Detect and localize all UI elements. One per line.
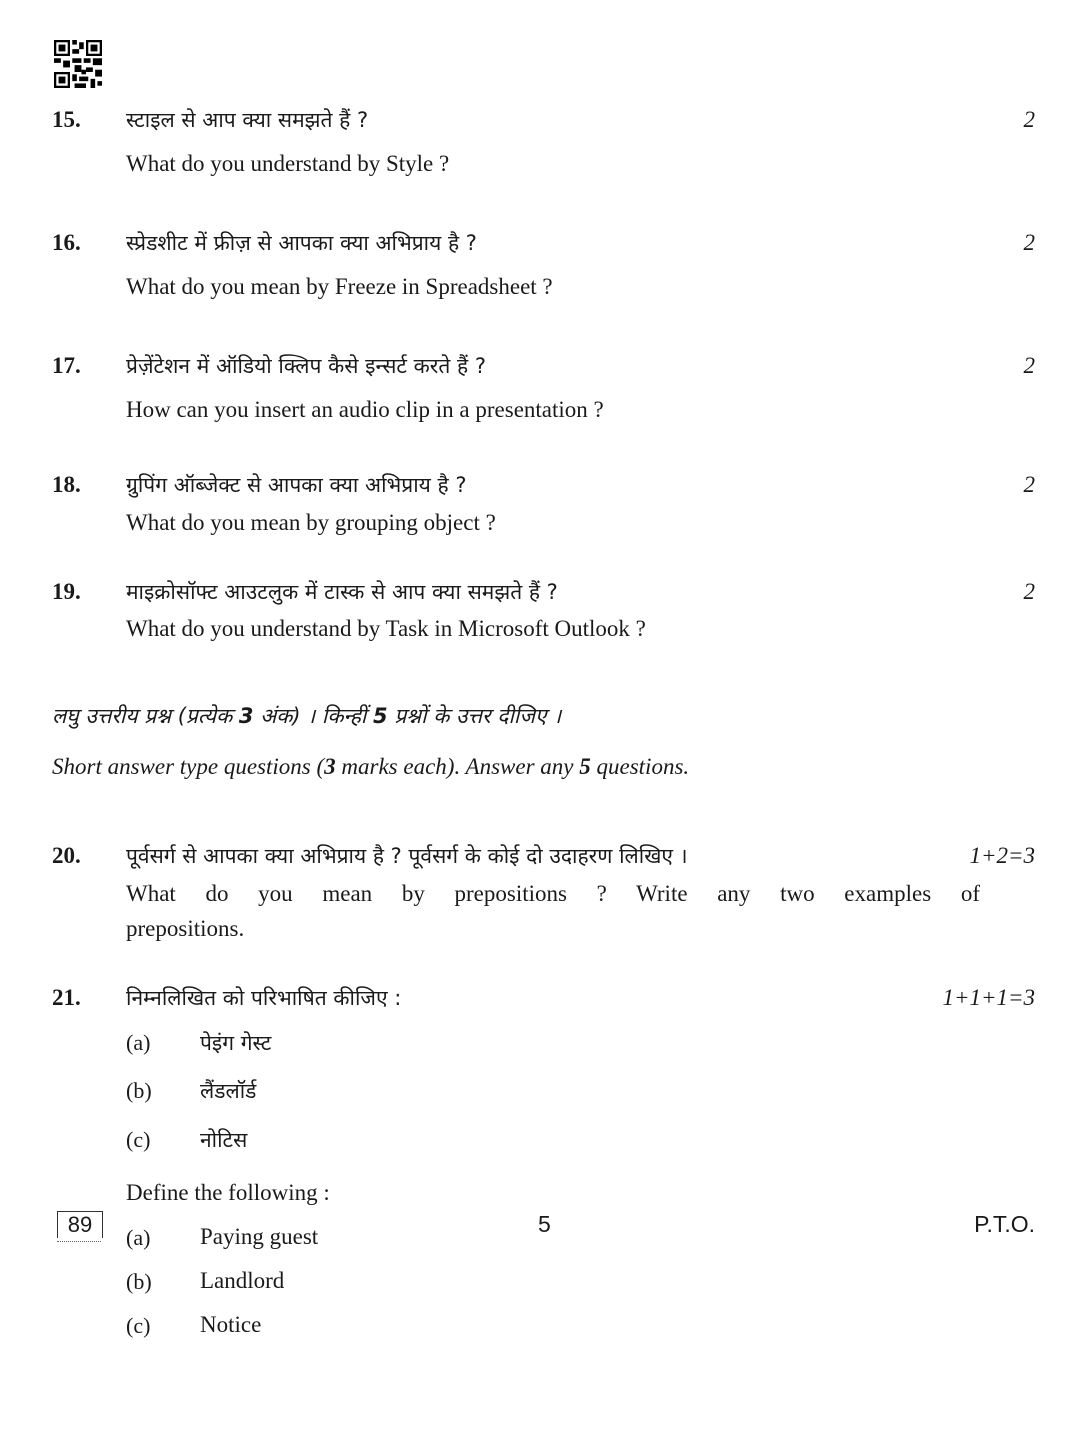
question-text-hindi: स्प्रेडशीट में फ्रीज़ से आपका क्या अभिप्राय है ? [126,231,477,255]
option-label: (c) [126,1127,151,1152]
question-text-english: What do you understand by Task in Microsoft Outlook ? [126,616,646,641]
question-text-hindi: स्टाइल से आप क्या समझते हैं ? [126,108,369,132]
option-label: (a) [126,1030,151,1055]
question-marks: 1+2=3 [969,843,1035,868]
question-text-english: What do you mean by grouping object ? [126,510,496,535]
question-text-hindi: पूर्वसर्ग से आपका क्या अभिप्राय है ? पूर्वसर्ग के कोई दो उदाहरण लिखिए । [126,844,688,868]
option-text-hindi: पेइंग गेस्ट [200,1031,272,1055]
question-number: 15. [52,107,81,132]
question-marks: 2 [1023,353,1035,378]
option-text-english: Landlord [200,1268,285,1293]
question-number: 17. [52,353,81,378]
qr-code-icon [54,40,102,88]
question-number: 16. [52,230,81,255]
paper-code-underline [57,1238,101,1242]
page-number: 5 [538,1211,551,1237]
question-marks: 2 [1023,230,1035,255]
question-number: 19. [52,579,81,604]
question-text-english: What do you understand by Style ? [126,151,450,176]
question-text-hindi: प्रेज़ेंटेशन में ऑडियो क्लिप कैसे इन्सर्ट करते हैं ? [126,354,486,378]
option-label: (b) [126,1078,152,1103]
section-heading-hindi: लघु उत्तरीय प्रश्न (प्रत्येक 3 अंक) । किन्हीं 5 प्रश्नों के उत्तर दीजिए । [52,704,562,728]
question-number: 21. [52,985,81,1010]
option-text-hindi: लैंडलॉर्ड [200,1079,257,1103]
section-heading-english: Short answer type questions (3 marks each). Answer any 5 questions. [52,754,690,779]
option-label: (a) [126,1225,151,1250]
option-text-english: Notice [200,1312,262,1337]
option-label: (b) [126,1269,152,1294]
question-text-english: What do you mean by Freeze in Spreadsheet ? [126,274,553,299]
question-text-english-cont: prepositions. [126,916,245,941]
pto-label: P.T.O. [974,1211,1035,1237]
question-marks: 2 [1023,107,1035,132]
question-text-english: What do you mean by prepositions ? Write any two examples of [126,881,980,906]
option-text-english: Paying guest [200,1224,319,1249]
question-text-hindi: ग्रुपिंग ऑब्जेक्ट से आपका क्या अभिप्राय है ? [126,473,467,497]
option-text-hindi: नोटिस [200,1128,248,1152]
question-text-english: Define the following : [126,1180,330,1205]
question-marks: 2 [1023,579,1035,604]
option-label: (c) [126,1313,151,1338]
question-text-hindi: निम्नलिखित को परिभाषित कीजिए : [126,986,402,1010]
question-number: 20. [52,843,81,868]
question-text-english: How can you insert an audio clip in a presentation ? [126,397,604,422]
question-marks: 2 [1023,472,1035,497]
paper-code-box: 89 [57,1211,103,1238]
question-text-hindi: माइक्रोसॉफ्ट आउटलुक में टास्क से आप क्या समझते हैं ? [126,580,558,604]
question-marks: 1+1+1=3 [942,985,1035,1010]
question-number: 18. [52,472,81,497]
